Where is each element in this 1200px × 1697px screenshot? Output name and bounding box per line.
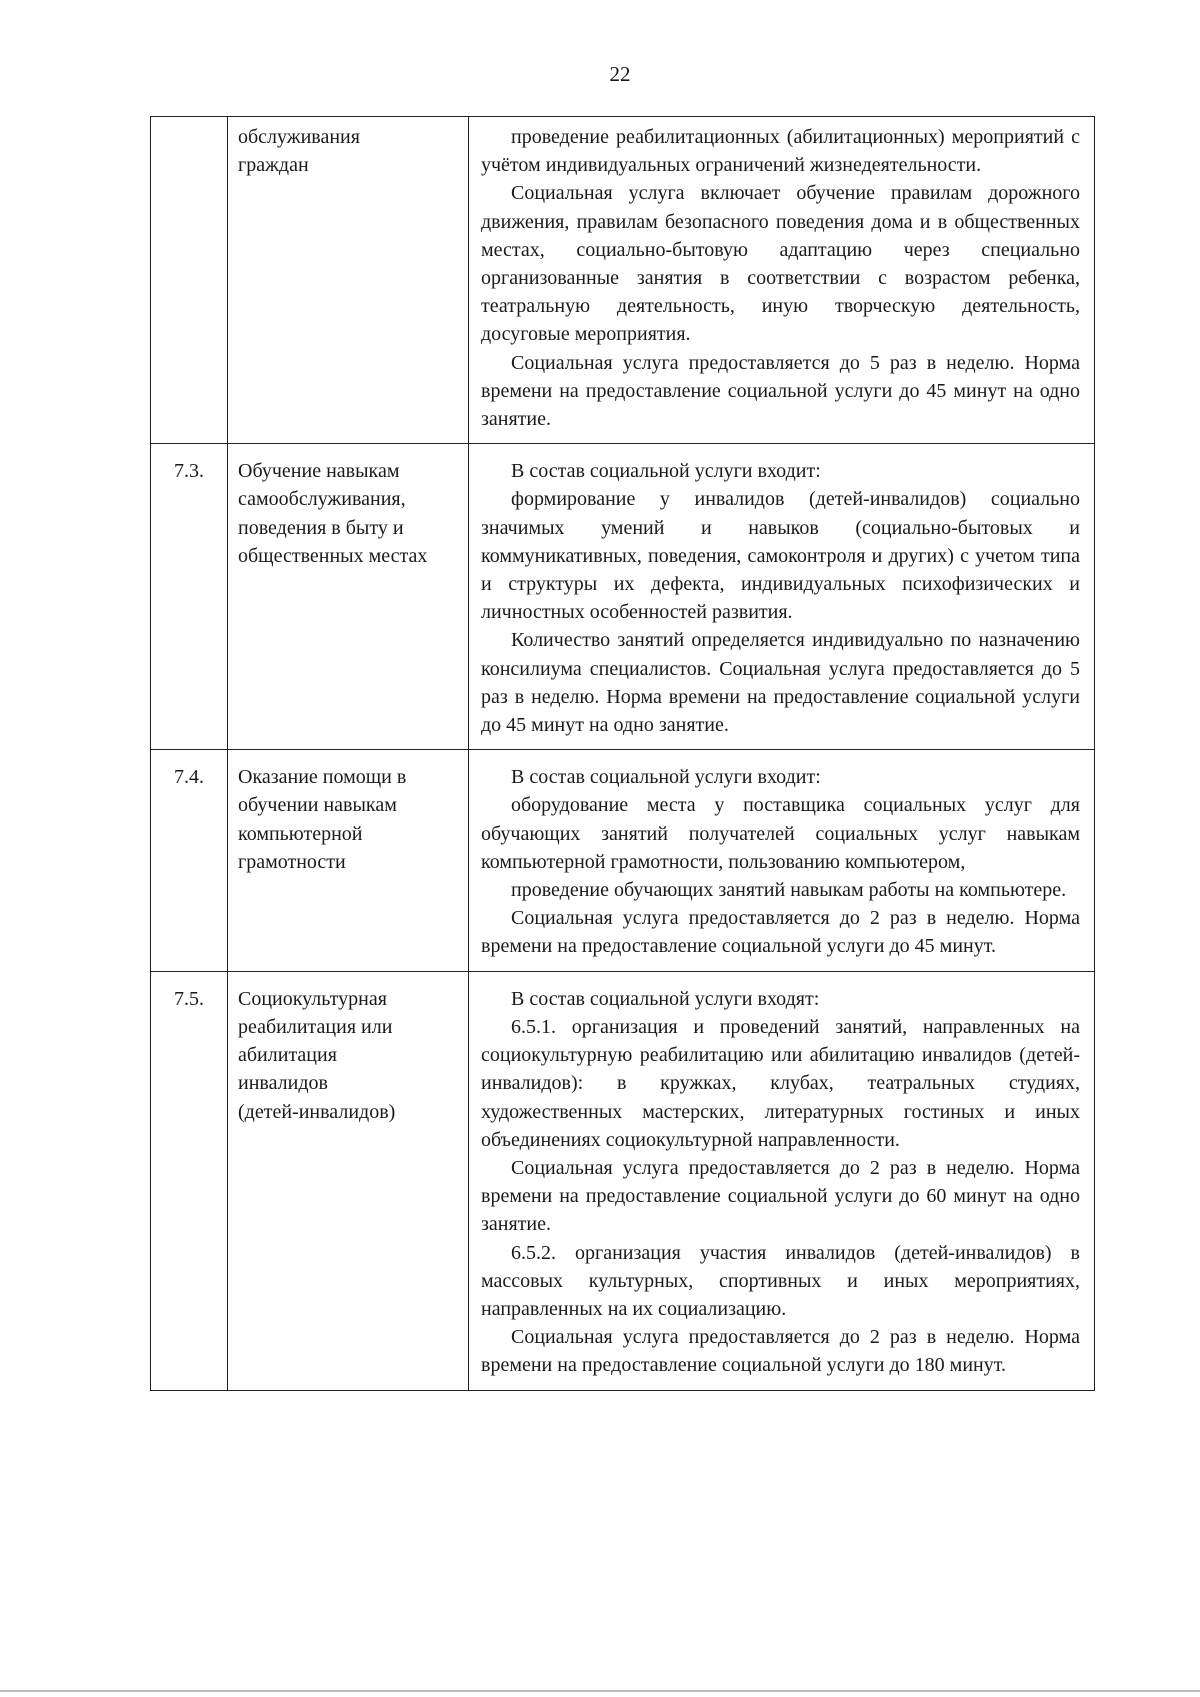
service-name-cell — [228, 750, 469, 971]
page-number: 22 — [609, 62, 631, 86]
service-name-line: общественных местах — [238, 544, 428, 567]
service-name-line: инвалидов — [238, 1072, 328, 1095]
description-paragraph: Социальная услуга предоставляется до 2 раз в неделю. Норма времени на предоставление социальной услуги до 45 минут. — [481, 907, 1080, 958]
service-name-line: Обучение навыкам — [238, 460, 400, 483]
services-table — [150, 116, 1095, 1391]
description-paragraph: 6.5.1. организация и проведений занятий, направленных на социокультурную реабилитацию или абилитацию инвалидов (детей-инвалидов): в кружках, клубах, театральных студиях, художественных мастерских, литературных гостиных и иных объединениях социокультурной направленности. — [481, 1015, 1080, 1151]
description-paragraph: оборудование места у поставщика социальных услуг для обучающих занятий получателей социальных услуг навыкам компьютерной грамотности, пользованию компьютером, — [481, 794, 1080, 873]
service-name-cell — [228, 971, 469, 1390]
service-name-line: абилитация — [238, 1044, 337, 1067]
row-number-cell: 7.3. — [151, 444, 228, 750]
service-description-cell — [469, 444, 1095, 750]
service-description-cell — [469, 971, 1095, 1390]
description-paragraph: Социальная услуга предоставляется до 2 раз в неделю. Норма времени на предоставление социальной услуги до 60 минут на одно занятие. — [481, 1156, 1080, 1236]
description-paragraph: Социальная услуга предоставляется до 2 раз в неделю. Норма времени на предоставление социальной услуги до 180 минут. — [481, 1326, 1080, 1377]
table-row — [151, 444, 1095, 750]
description-paragraph: 6.5.2. организация участия инвалидов (детей-инвалидов) в массовых культурных, спортивных и иных мероприятиях, направленных на их социализацию. — [481, 1241, 1080, 1320]
service-description-cell — [469, 117, 1095, 444]
description-paragraph: Социальная услуга предоставляется до 5 раз в неделю. Норма времени на предоставление социальной услуги до 45 минут на одно занятие. — [481, 351, 1080, 431]
description-paragraph: проведение обучающих занятий навыкам работы на компьютере. — [511, 879, 1067, 902]
service-name-line: Социокультурная — [238, 987, 387, 1010]
service-description-cell — [469, 750, 1095, 971]
service-name-line: поведения в быту и — [238, 516, 404, 539]
row-number-cell — [151, 117, 228, 444]
service-name-line: обслуживания — [238, 126, 360, 148]
service-name-line: самообслуживания, — [238, 488, 406, 511]
service-name-line: обучении навыкам — [238, 794, 397, 817]
description-paragraph: проведение реабилитационных (абилитационных) мероприятий с учётом индивидуальных ограничений жизнедеятельности. — [481, 126, 1080, 177]
service-name-line: реабилитация или — [238, 1015, 393, 1038]
table-row — [151, 117, 1095, 444]
service-name-line: компьютерной — [238, 822, 363, 845]
service-name-cell — [228, 117, 469, 444]
scan-edge-line — [0, 1690, 1200, 1692]
service-name-line: (детей-инвалидов) — [238, 1100, 396, 1123]
row-number-cell: 7.5. — [151, 971, 228, 1390]
service-name-line: граждан — [238, 154, 309, 177]
table-row — [151, 971, 1095, 1390]
table-row — [151, 750, 1095, 971]
description-paragraph: В состав социальной услуги входят: — [511, 987, 820, 1010]
service-name-line: грамотности — [238, 850, 346, 873]
description-paragraph: В состав социальной услуги входит: — [511, 460, 821, 483]
description-paragraph: Социальная услуга включает обучение правилам дорожного движения, правилам безопасного поведения дома и в общественных местах, социально-бытовую адаптацию через специально организованные занятия в соответствии с возрастом ребенка, театральную деятельность, иную творческую деятельность, досуговые мероприятия. — [481, 182, 1080, 346]
description-paragraph: В состав социальной услуги входит: — [511, 766, 821, 789]
description-paragraph: формирование у инвалидов (детей-инвалидов) социально значимых умений и навыков (социально-бытовых и коммуникативных, поведения, самоконтроля и других) с учетом типа и структуры их дефекта, индивидуальных психофизических и личностных особенностей развития. — [481, 488, 1080, 624]
row-number-cell: 7.4. — [151, 750, 228, 971]
service-name-cell — [228, 444, 469, 750]
description-paragraph: Количество занятий определяется индивидуально по назначению консилиума специалистов. Социальная услуга предоставляется до 5 раз в неделю. Норма времени на предоставление социальной услуги до 45 минут на одно занятие. — [481, 629, 1080, 737]
service-name-line: Оказание помощи в — [238, 766, 407, 789]
